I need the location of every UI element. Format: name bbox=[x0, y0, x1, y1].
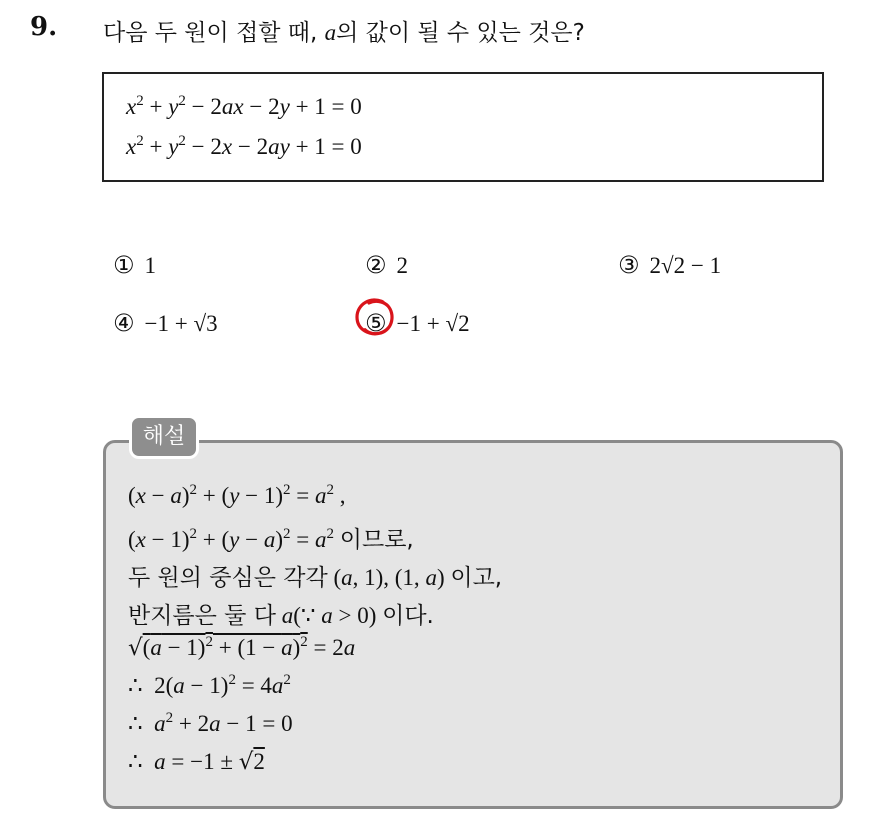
answer-circle-mark bbox=[353, 295, 397, 339]
solution-line-1: $(x - a)^2 + (y - 1)^2 = a^2$ , bbox=[128, 482, 346, 508]
choice-value: −1 + √2 bbox=[396, 311, 470, 336]
choice-mark: ① bbox=[113, 251, 135, 279]
solution-line-8: ∴ a = −1 ± √2 bbox=[128, 749, 265, 775]
choice-value: 2 bbox=[396, 253, 409, 278]
solution-line-7: ∴ $a^2 + 2a - 1 = 0$ bbox=[128, 710, 293, 736]
explanation-box bbox=[103, 440, 843, 809]
choice-1[interactable] bbox=[113, 251, 156, 279]
choice-value: 1 bbox=[144, 253, 157, 278]
solution-line-3: 두 원의 중심은 각각 (a, 1), (1, a) 이고, bbox=[128, 565, 503, 591]
given-equation-1: $x^2 + y^2 - 2ax - 2y + 1 = 0$ bbox=[126, 93, 362, 119]
choice-mark: ⑤ bbox=[365, 309, 387, 337]
choice-3[interactable] bbox=[618, 251, 721, 279]
question-text-part: 다음 두 원이 접할 때, bbox=[103, 20, 325, 46]
solution-line-6: ∴ $2(a - 1)^2 = 4a^2$ bbox=[128, 672, 291, 698]
choice-value: −1 + √3 bbox=[144, 311, 218, 336]
solution-line-2: $(x - 1)^2 + (y - a)^2 = a^2$ 이므로, bbox=[128, 526, 414, 553]
question-variable: a bbox=[324, 20, 337, 45]
choice-2[interactable] bbox=[365, 251, 408, 279]
question-text bbox=[103, 14, 585, 47]
choice-mark: ③ bbox=[618, 251, 640, 279]
explanation-tab: 해설 bbox=[129, 415, 199, 459]
question-text-part: 의 값이 될 수 있는 것은? bbox=[336, 20, 585, 46]
question-number: 9. bbox=[30, 12, 58, 42]
choice-mark: ② bbox=[365, 251, 387, 279]
choice-value: 2√2 − 1 bbox=[649, 253, 722, 278]
solution-line-5: $√(a - 1)^2 + (1 - a)^2 = 2a$ bbox=[128, 634, 356, 661]
choice-mark: ④ bbox=[113, 309, 135, 337]
given-equations-box bbox=[102, 72, 824, 182]
solution-line-4: 반지름은 둘 다 a(∵ a > 0) 이다. bbox=[128, 603, 434, 629]
given-equation-2: $x^2 + y^2 - 2x - 2ay + 1 = 0$ bbox=[126, 133, 362, 159]
choice-4[interactable] bbox=[113, 309, 218, 337]
